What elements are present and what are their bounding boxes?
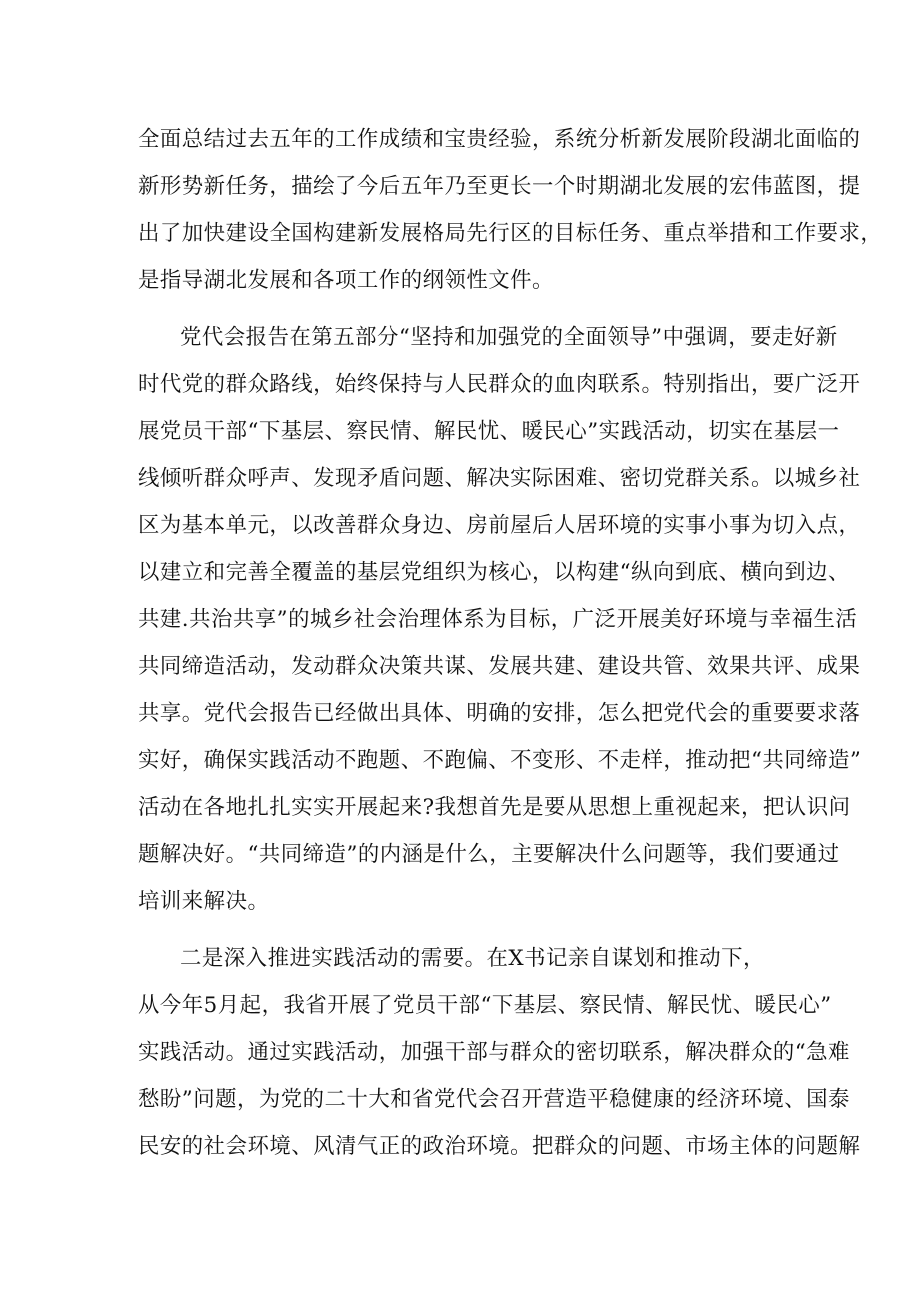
text-line: 二是深入推进实践活动的需要。在X书记亲自谋划和推动下， [180, 946, 765, 971]
text-line: 共建.共治共享”的城乡社会治理体系为目标，广泛开展美好环境与幸福生活 [138, 607, 858, 632]
text-line: 出了加快建设全国构建新发展格局先行区的目标任务、重点举措和工作要求， [138, 221, 883, 246]
paragraph-3 [138, 935, 861, 1170]
paragraph-1 [138, 116, 883, 304]
text-line: 实好，确保实践活动不跑题、不跑偏、不变形、不走样，推动把“共同缔造” [138, 748, 862, 773]
text-line: 题解决好。“共同缔造”的内涵是什么，主要解决什么问题等，我们要通过 [138, 842, 840, 867]
text-line: 是指导湖北发展和各项工作的纲领性文件。 [138, 268, 554, 293]
paragraph-spacer [138, 925, 798, 935]
text-line: 线倾听群众呼声、发现矛盾问题、解决实际困难、密切党群关系。以城乡社 [138, 466, 861, 491]
text-line: 以建立和完善全覆盖的基层党组织为核心，以构建“纵向到底、横向到边、 [138, 560, 850, 585]
text-line: 民安的社会环境、风清气正的政治环境。把群众的问题、市场主体的问题解 [138, 1134, 861, 1159]
text-line: 从今年5月起，我省开展了党员干部“下基层、察民情、解民忧、暖民心” [138, 993, 832, 1018]
text-line: 培训来解决。 [138, 889, 270, 914]
text-line: 愁盼”问题，为党的二十大和省党代会召开营造平稳健康的经济环境、国泰 [138, 1087, 850, 1112]
text-line: 时代党的群众路线，始终保持与人民群众的血肉联系。特别指出，要广泛开 [138, 372, 861, 397]
text-line: 区为基本单元，以改善群众身边、房前屋后人居环境的实事小事为切入点， [138, 513, 861, 538]
paragraph-2 [138, 314, 862, 925]
text-line: 共享。党代会报告已经做出具体、明确的安排，怎么把党代会的重要要求落 [138, 701, 861, 726]
text-line: 党代会报告在第五部分“坚持和加强党的全面领导”中强调，要走好新 [180, 325, 838, 350]
text-line: 活动在各地扎扎实实开展起来?我想首先是要从思想上重视起来，把认识问 [138, 795, 851, 820]
text-line: 共同缔造活动，发动群众决策共谋、发展共建、建设共管、效果共评、成果 [138, 654, 861, 679]
text-line: 全面总结过去五年的工作成绩和宝贵经验，系统分析新发展阶段湖北面临的 [138, 127, 861, 152]
text-line: 新形势新任务，描绘了今后五年乃至更长一个时期湖北发展的宏伟蓝图，提 [138, 174, 861, 199]
paragraph-spacer [138, 304, 798, 314]
document-body [138, 116, 883, 1170]
text-line: 展党员干部“下基层、察民情、解民忧、暖民心”实践活动，切实在基层一 [138, 419, 840, 444]
text-line: 实践活动。通过实践活动，加强干部与群众的密切联系，解决群众的“急难 [138, 1040, 850, 1065]
